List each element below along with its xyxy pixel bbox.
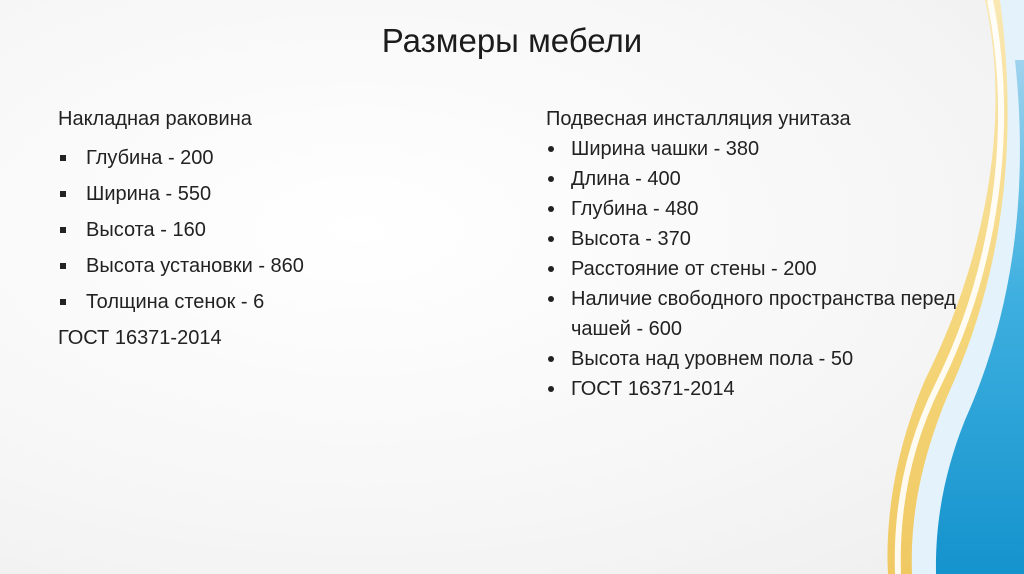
list-item: Ширина - 550 bbox=[58, 182, 498, 206]
list-item: Высота - 370 bbox=[546, 224, 966, 254]
list-item: Наличие свободного пространства перед чашей - 600 bbox=[546, 284, 966, 344]
list-item: Высота над уровнем пола - 50 bbox=[546, 344, 966, 374]
list-item: Глубина - 480 bbox=[546, 194, 966, 224]
right-list bbox=[546, 134, 966, 404]
list-item: Длина - 400 bbox=[546, 164, 966, 194]
right-column bbox=[546, 104, 966, 404]
list-item: Высота установки - 860 bbox=[58, 254, 498, 278]
left-column bbox=[58, 104, 498, 350]
left-list bbox=[58, 146, 498, 314]
slide-title: Размеры мебели bbox=[381, 22, 643, 59]
left-gost: ГОСТ 16371-2014 bbox=[58, 327, 222, 349]
list-item: Толщина стенок - 6 bbox=[58, 290, 498, 314]
right-heading: Подвесная инсталляция унитаза bbox=[546, 108, 851, 130]
list-item: Высота - 160 bbox=[58, 218, 498, 242]
list-item: ГОСТ 16371-2014 bbox=[546, 374, 966, 404]
list-item: Глубина - 200 bbox=[58, 146, 498, 170]
left-heading: Накладная раковина bbox=[58, 108, 252, 130]
list-item: Ширина чашки - 380 bbox=[546, 134, 966, 164]
list-item: Расстояние от стены - 200 bbox=[546, 254, 966, 284]
